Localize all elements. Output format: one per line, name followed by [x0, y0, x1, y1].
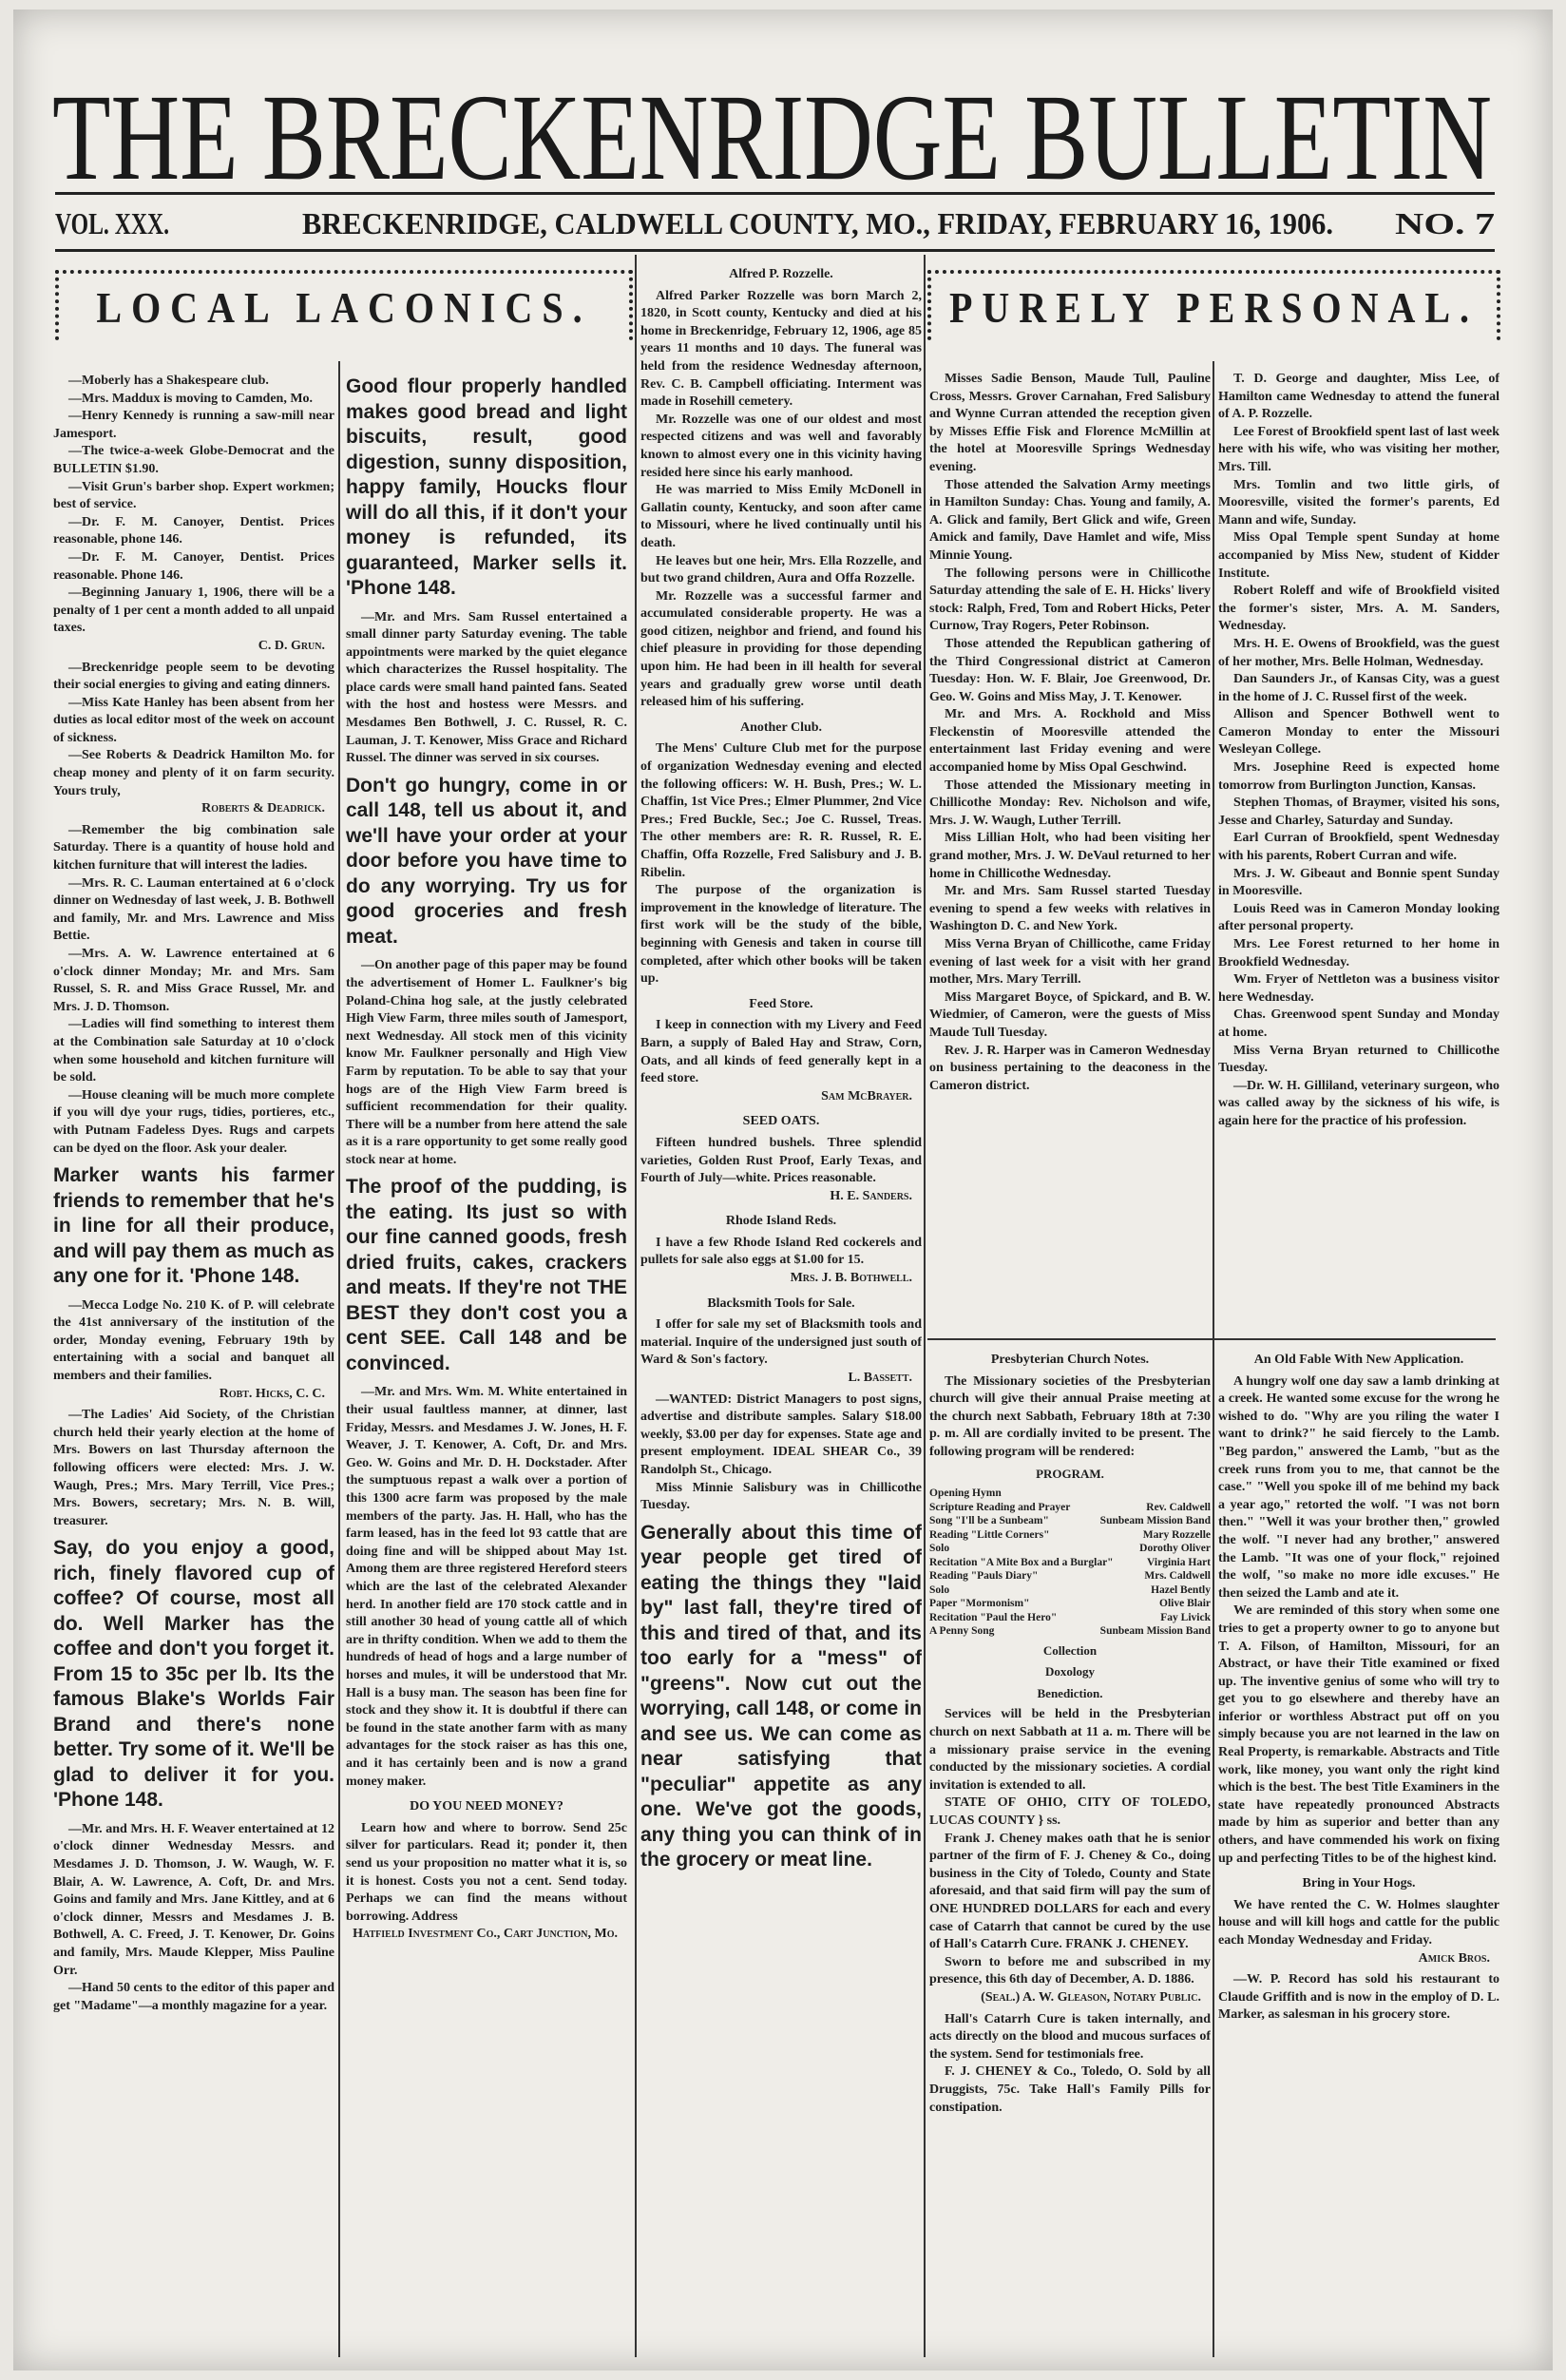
program-performer: Mary Rozzelle	[1142, 1528, 1211, 1541]
article-paragraph: Mrs. J. W. Gibeaut and Bonnie spent Sunday in Mooresville.	[1218, 866, 1499, 899]
article-paragraph: Those attended the Republican gathering of the Third Congressional district at Cameron Tuesday: Hon. W. F. Blair, Joe Greenwood, Dr. Geo. W. Goins and Miss May, J. T. Kenower.	[929, 636, 1211, 704]
article-paragraph: T. D. George and daughter, Miss Lee, of Hamilton came Wednesday to attend the funeral of A. P. Rozzelle.	[1218, 372, 1499, 422]
article-paragraph: We have rented the C. W. Holmes slaughter house and will kill hogs and cattle for the public each Monday Wednesday and Friday.	[1218, 1897, 1499, 1948]
article-paragraph: Alfred Parker Rozzelle was born March 2, 1820, in Scott county, Kentucky and died at his home in Breckenridge, February 12, 1906, age 85 years 11 months and 10 days. The funeral was held from the residence Wednesday afternoon, Rev. C. B. Campbell officiating. Interment was made in Rosehill cemetery.	[640, 288, 922, 410]
column-center	[640, 259, 922, 2359]
article-paragraph: —Mr. and Mrs. Sam Russel entertained a small dinner party Saturday evening. The table appointments were marked by the quiet elegance which characterizes the Russel hospitality. The place cards were small hand painted fans. Seated with the host and hostess were Messrs. and Mesdames Ben Bothwell, J. C. Russel, R. C. Lauman, J. T. Kenower, Miss Grace and Richard Russel. The dinner was served in six courses.	[346, 609, 627, 766]
volume-number: VOL. XXX.	[55, 206, 169, 240]
program-performer: Rev. Caldwell	[1146, 1501, 1211, 1513]
program-performer: Hazel Bently	[1151, 1583, 1211, 1596]
article-paragraph: Those attended the Salvation Army meetings in Hamilton Sunday: Chas. Young and family, A. A. Glick and family, Bert Glick and wife, Green Amick and family, Dave Hamlet and wife, Miss Minnie Young.	[929, 477, 1211, 563]
article-signature: L. Bassett.	[848, 1371, 912, 1386]
article-paragraph: —Dr. F. M. Canoyer, Dentist. Prices reasonable. Phone 146.	[53, 549, 334, 583]
column-personal-1	[929, 371, 1211, 1333]
column-local-2	[346, 369, 627, 2359]
article-paragraph: Miss Margaret Boyce, of Spickard, and B. W. Wiedmier, of Cameron, were the guests of Miss Maude Tull Tuesday.	[929, 989, 1211, 1040]
article-paragraph: I keep in connection with my Livery and Feed Barn, a supply of Baled Hay and Straw, Corn, Oats, and all kinds of feed generally kept in a feed store.	[640, 1018, 922, 1086]
article-paragraph: Mr. Rozzelle was one of our oldest and most respected citizens and was well and favorably known to almost every one in this vicinity having resided here since his early manhood.	[640, 412, 922, 480]
program-item	[929, 1597, 1211, 1611]
article-paragraph: Mrs. Tomlin and two little girls, of Mooresville, visited the former's parents, Ed Mann and wife, Sunday.	[1218, 477, 1499, 528]
article-paragraph: Allison and Spencer Bothwell went to Cameron Monday to enter the Missouri Wesleyan College.	[1218, 707, 1499, 758]
program-line: Doxology	[1045, 1664, 1095, 1679]
article-paragraph: Chas. Greenwood spent Sunday and Monday at home.	[1218, 1008, 1499, 1040]
article-heading: An Old Fable With New Application.	[1253, 1353, 1464, 1367]
article-paragraph: Frank J. Cheney makes oath that he is senior partner of the firm of F. J. Cheney & Co., doing business in the City of Toledo, County and State aforesaid, and that said firm will pay the sum of ONE HUNDRED DOLLARS for each and every case of Catarrh that cannot be cured by the use of Hall's Catarrh Cure. FRANK J. CHENEY.	[929, 1831, 1211, 1952]
article-paragraph: Miss Verna Bryan of Chillicothe, came Friday evening of last week for a visit with her grand mother, Mrs. Mary Terrill.	[929, 937, 1211, 988]
program-line: Collection	[1042, 1642, 1098, 1658]
dateline	[55, 202, 1495, 243]
article-paragraph: He leaves but one heir, Mrs. Ella Rozzelle, and but two grand children, Aura and Offa Rozzelle.	[640, 553, 922, 586]
article-paragraph: Miss Verna Bryan returned to Chillicothe Tuesday.	[1218, 1043, 1499, 1076]
article-paragraph: —Ladies will find something to interest them at the Combination sale Saturday at 10 o'clock when some household and kitchen furniture will be sold.	[53, 1017, 334, 1085]
article-heading: Alfred P. Rozzelle.	[729, 267, 833, 281]
purely-personal-header	[927, 270, 1500, 340]
advertisement: Marker wants his farmer friends to remember that he's in line for all their produce, and will pay them as much as any one for it. 'Phone 148.	[53, 1164, 334, 1288]
article-paragraph: Miss Lillian Holt, who had been visiting her grand mother, Mrs. J. W. DeVaul returned to her home in Chillicothe Wednesday.	[929, 831, 1211, 881]
article-heading: Feed Store.	[749, 996, 813, 1011]
article-signature: (Seal.) A. W. Gleason, Notary Public.	[981, 1989, 1201, 2005]
place-and-date: BRECKENRIDGE, CALDWELL COUNTY, MO., FRIDAY, FEBRUARY 16, 1906.	[302, 206, 1333, 240]
masthead-rule-top	[55, 192, 1495, 195]
article-paragraph: —Beginning January 1, 1906, there will be a penalty of 1 per cent a month added to all unpaid taxes.	[53, 585, 334, 636]
column-personal-2	[1218, 371, 1499, 1333]
article-paragraph: STATE OF OHIO, CITY OF TOLEDO, LUCAS COUNTY } ss.	[929, 1795, 1211, 1828]
article-heading: Rhode Island Reds.	[725, 1214, 837, 1229]
advertisement: The proof of the pudding, is the eating. Its just so with our fine canned goods, fresh dried fruits, cakes, crackers and meats. If they're not THE BEST they don't cost you a cent SEE. Call 148 and be convinced.	[346, 1176, 627, 1374]
article-paragraph: —Mrs. R. C. Lauman entertained at 6 o'clock dinner on Wednesday of last week, J. B. Bothwell and family, Mr. and Mrs. Lawrence and Miss Bettie.	[53, 875, 334, 944]
article-paragraph: The Mens' Culture Club met for the purpose of organization Wednesday evening and elected the following officers: W. H. Bush, Pres.; W. L. Chaffin, 1st Vice Pres.; Elmer Plummer, 2nd Vice Pres.; Fred Buckle, Sec.; Joe C. Russel, Treas. The other members are: R. R. Russel, R. E. Chaffin, Offa Rozzelle, Fred Salisbury and J. B. Ribelin.	[640, 741, 922, 880]
article-paragraph: Miss Opal Temple spent Sunday at home accompanied by Miss New, student of Kidder Institute.	[1218, 530, 1499, 581]
article-paragraph: —Moberly has a Shakespeare club.	[68, 374, 269, 388]
article-paragraph: Robert Roleff and wife of Brookfield visited the former's sister, Mrs. A. M. Sanders, Wednesday.	[1218, 584, 1499, 634]
program-part: Recitation "Paul the Hero"	[929, 1611, 1058, 1623]
article-paragraph: Mr. and Mrs. A. Rockhold and Miss Fleckenstin of Mooresville attended the entertainment last Friday evening and were accompanied home by Miss Opal Geschwind.	[929, 707, 1211, 776]
article-heading: Bring in Your Hogs.	[1302, 1876, 1416, 1891]
article-paragraph: Those attended the Missionary meeting in Chillicothe Monday: Rev. Nicholson and wife, Mrs. J. W. Waugh, Luther Terrill.	[929, 777, 1211, 828]
article-signature: Sam McBrayer.	[821, 1088, 912, 1104]
article-paragraph: Louis Reed was in Cameron Monday looking after personal property.	[1218, 901, 1499, 934]
program-part: Reading "Pauls Diary"	[929, 1570, 1039, 1583]
purely-personal-title: PURELY PERSONAL.	[948, 282, 1480, 332]
article-paragraph: —Henry Kennedy is running a saw-mill near Jamesport.	[53, 409, 334, 441]
dateline-rule	[55, 249, 1495, 252]
program-line: PROGRAM.	[1036, 1466, 1104, 1481]
section-rule	[927, 1338, 1496, 1340]
program-performer: Fay Livick	[1160, 1611, 1211, 1623]
article-paragraph: —Miss Kate Hanley has been absent from her duties as local editor most of the week on account of sickness.	[53, 695, 334, 745]
article-signature: Roberts & Deadrick.	[201, 801, 325, 816]
article-paragraph: Learn how and where to borrow. Send 25c silver for particulars. Read it; ponder it, then send us your proposition no matter what it is, so it is honest. Costs you not a cent. Send today. Perhaps we can find the means without borrowing. Address	[346, 1820, 627, 1924]
article-paragraph: The Missionary societies of the Presbyterian church will give their annual Praise meeting at the church next Sabbath, February 18th at 7:30 p. m. All are cordially invited to be present. The following program will be rendered:	[929, 1373, 1211, 1459]
article-heading: Presbyterian Church Notes.	[990, 1353, 1150, 1367]
article-heading: Blacksmith Tools for Sale.	[707, 1296, 855, 1311]
article-paragraph: —See Roberts & Deadrick Hamilton Mo. for cheap money and plenty of it on farm security. Yours truly,	[53, 748, 334, 798]
article-paragraph: We are reminded of this story when some one tries to get a property owner to go to anyone but T. A. Filson, of Hamilton, Missouri, for an Abstract, or have their Title examined or fixed up. The inventive genius of some who will try to get you to go elsewhere and thereby have an inferior or worthless Abstract put off on you simply because you are not learned in the law on Real Property, is remarkable. Abstracts and Title work, like money, you want only the right kind which is the best. The best Title Examiners in the state have repeatedly pronounced Abstracts made by him as superior and better than any others, and have commended his work on fixing up and perfecting Titles to be of the highest kind.	[1218, 1603, 1499, 1866]
article-paragraph: He was married to Miss Emily McDonell in Gallatin county, Kentucky, and soon after came to Missouri, where he lived continually until his death.	[640, 483, 922, 550]
article-paragraph: Fifteen hundred bushels. Three splendid varieties, Golden Rust Proof, Early Texas, and Fourth of July—white. Prices reasonable.	[640, 1135, 922, 1186]
article-paragraph: —Dr. W. H. Gilliland, veterinary surgeon, who was called away by the sickness of his wife, is again here for the practice of his profession.	[1218, 1078, 1499, 1128]
advertisement: Say, do you enjoy a good, rich, finely flavored cup of coffee? Of course, most all do. Well Marker has the coffee and don't you forget it. From 15 to 35c per lb. Its the famous Blake's Worlds Fair Brand and there's none better. Try some of it. We'll be glad to deliver it for you. 'Phone 148.	[53, 1537, 334, 1812]
masthead-title	[52, 84, 1497, 188]
program-item	[929, 1514, 1211, 1528]
advertisement: Generally about this time of year people get tired of eating the things they "laid by" last fall, they're tired of this and tired of that, and its too early for a "mess" of "greens". Now cut out the worrying, call 148, or come in and see us. We can come as near satisfying that "peculiar" appetite as any one. We've got the goods, any thing you can think of in the grocery or meat line.	[640, 1521, 922, 1871]
article-paragraph: Wm. Fryer of Nettleton was a business visitor here Wednesday.	[1218, 972, 1499, 1005]
program-item	[929, 1611, 1211, 1625]
program-performer: Mrs. Caldwell	[1144, 1570, 1211, 1583]
article-paragraph: —On another page of this paper may be found the advertisement of Homer L. Faulkner's big Poland-China hog sale, at the justly celebrated High View Farm, three miles south of Jamesport, next Wednesday. All stock men of this vicinity know Mr. Faulkner personally and High View Farm by reputation. To be able to say that your hogs are of the High View Farm breed is sufficient recommendation for their quality. There will be a number from here attend the sale as it is a rare opportunity to get some really good stock near at home.	[346, 958, 627, 1167]
article-paragraph: Sworn to before me and subscribed in my presence, this 6th day of December, A. D. 1886.	[929, 1954, 1211, 1987]
article-paragraph: Mrs. Lee Forest returned to her home in Brookfield Wednesday.	[1218, 937, 1499, 969]
article-paragraph: Lee Forest of Brookfield spent last of last week here with his wife, who was visiting her mother, Mrs. Till.	[1218, 424, 1499, 474]
article-paragraph: Mr. Rozzelle was a successful farmer and accumulated considerable property. He was a good citizen, neighbor and friend, and found his chief pleasure in providing for those depending upon him. He had been in ill health for several years and gradually grew worse until death released him of his suffering.	[640, 588, 922, 710]
article-paragraph: Services will be held in the Presbyterian church on next Sabbath at 11 a. m. There will be a missionary praise service in the evening conducted by the missionary societies. A cordial invitation is extended to all.	[929, 1707, 1211, 1793]
article-paragraph: The purpose of the organization is improvement in the knowledge of literature. The first work will be the study of the bible, beginning with Genesis and taken in course till completed, after which other books will be taken up.	[640, 883, 922, 987]
program-performer: Virginia Hart	[1147, 1556, 1211, 1568]
article-paragraph: Mrs. Josephine Reed is expected home tomorrow from Burlington Junction, Kansas.	[1218, 760, 1499, 793]
article-paragraph: —Mrs. A. W. Lawrence entertained at 6 o'clock dinner Monday; Mr. and Mrs. Sam Russel, S. R. and Miss Grace Russel, Mr. and Mrs. J. D. Thomson.	[53, 947, 334, 1014]
issue-number: NO. 7	[1395, 206, 1495, 240]
article-paragraph: —Mr. and Mrs. H. F. Weaver entertained at 12 o'clock dinner Wednesday Messrs. and Mesdames J. D. Thomson, J. W. Waugh, W. F. Blair, A. W. Lawrence, A. Coft, Dr. and Mrs. Goins and family and Mrs. Jane Kittley, and at 6 o'clock dinner, Messrs and Mesdames J. B. Bothwell, A. C. Freed, J. T. Kenower, Dr. Goins and family, Mrs. Maude Klepper, Miss Pauline Orr.	[53, 1821, 334, 1978]
column-rule	[338, 361, 340, 2357]
article-paragraph: Earl Curran of Brookfield, spent Wednesday with his parents, Robert Curran and wife.	[1218, 831, 1499, 864]
article-heading: Another Club.	[739, 720, 823, 735]
article-paragraph: Rev. J. R. Harper was in Cameron Wednesday on business pertaining to the deaconess in the Cameron district.	[929, 1043, 1211, 1093]
article-paragraph: —Breckenridge people seem to be devoting their social energies to giving and eating dinners.	[53, 660, 334, 693]
article-heading: DO YOU NEED MONEY?	[410, 1799, 563, 1814]
article-paragraph: I offer for sale my set of Blacksmith tools and material. Inquire of the undersigned just south of Ward & Son's factory.	[640, 1317, 922, 1368]
article-paragraph: Stephen Thomas, of Braymer, visited his sons, Jesse and Charley, Saturday and Sunday.	[1218, 796, 1499, 828]
article-heading: SEED OATS.	[742, 1114, 820, 1129]
article-paragraph: Hall's Catarrh Cure is taken internally, and acts directly on the blood and mucous surfaces of the system. Send for testimonials free.	[929, 2011, 1211, 2062]
article-paragraph: —The twice-a-week Globe-Democrat and the BULLETIN $1.90.	[53, 444, 334, 476]
program-performer: Sunbeam Mission Band	[1099, 1625, 1211, 1638]
program-performer: Dorothy Oliver	[1139, 1543, 1211, 1555]
article-signature: Mrs. J. B. Bothwell.	[790, 1271, 912, 1286]
program-part: Opening Hymn	[929, 1488, 1002, 1500]
article-paragraph: —Mecca Lodge No. 210 K. of P. will celebrate the 41st anniversary of the institution of the order, Monday evening, February 19th by entertaining with a social and banquet all members and their families.	[53, 1297, 334, 1383]
article-signature: C. D. Grun.	[258, 638, 325, 653]
column-fable	[1218, 1344, 1499, 2359]
article-paragraph: A hungry wolf one day saw a lamb drinking at a creek. He wanted some excuse for the wrong he wished to do. "Why are you riling the water I want to drink?" he said fiercely to the Lamb. "Beg pardon," answered the Lamb, "but as the creek runs from you to me, that cannot be the case." "Well you spoke ill of me behind my back a year ago," retorted the wolf. "I was not born then." "Well it was your brother then," growled the wolf. "I never had any brother," answered the Lamb. "It was one of your flock," rejoined the wolf, "so make no more idle excuses." He then seized the Lamb and ate it.	[1218, 1373, 1499, 1601]
program-part: Reading "Little Corners"	[929, 1528, 1050, 1541]
program-item	[929, 1487, 1211, 1501]
program-performer: Olive Blair	[1159, 1598, 1211, 1610]
program-performer: Sunbeam Mission Band	[1099, 1515, 1211, 1527]
program-item	[929, 1624, 1211, 1639]
column-rule	[635, 255, 637, 2357]
column-rule	[924, 255, 926, 2357]
article-paragraph: —WANTED: District Managers to post signs, advertise and distribute samples. Salary $18.00 weekly, $3.00 per day for expenses. State age and present employment. IDEAL SHEAR Co., 39 Randolph St., Chicago.	[640, 1392, 922, 1477]
local-laconics-header	[55, 270, 633, 340]
article-paragraph: —Mr. and Mrs. Wm. M. White entertained in their usual faultless manner, at dinner, last Friday, Messrs. and Mesdames J. W. Jones, H. F. Weaver, J. T. Kenower, A. Coft, Dr. and Mrs. Geo. W. Goins and Mr. D. H. Dockstader. After the sumptuous repast a walk over a portion of this 1300 acre farm was proposed by the male members of the party. Jas. H. Hall, who has the farm leased, has in the feed lot 93 cattle that are doing fine and will be shipped about May 1st. Among them are three registered Hereford steers which are the last of the celebrated Alexander herd. In another field are 170 stock cattle and in still another 30 head of young cattle all of which are in thrifty condition. When we add to them the hundreds of head of hogs and a large number of horses and mules, it will be understood that Mr. Hall is a busy man. The season has been fine for stock and they show it. It is doubtful if there can be found in the state another farm with as many advantages for the stock raiser as has this one, and it has certainly been and is now a grand money maker.	[346, 1385, 627, 1789]
article-paragraph: —The Ladies' Aid Society, of the Christian church held their yearly election at the home of Mrs. Bowers on last Thursday afternoon the following officers were elected: Mrs. J. W. Waugh, Pres.; Mrs. Mary Terrill, Vice Pres.; Mrs. Bowers, secretary; Mrs. N. B. Will, treasurer.	[53, 1408, 334, 1528]
article-paragraph: —Dr. F. M. Canoyer, Dentist. Prices reasonable, phone 146.	[53, 514, 334, 547]
program-item	[929, 1542, 1211, 1556]
local-laconics-title: LOCAL LACONICS.	[96, 282, 592, 332]
advertisement: Good flour properly handled makes good bread and light biscuits, result, good digestion, sunny disposition, happy family, Houcks flour will do all this, if it don't your money is refunded, its guaranteed, Marker sells it. 'Phone 148.	[346, 375, 627, 599]
program-line: Benediction.	[1037, 1685, 1103, 1700]
program-item	[929, 1501, 1211, 1515]
article-paragraph: I have a few Rhode Island Red cockerels and pullets for sale also eggs at $1.00 for 15.	[640, 1235, 922, 1268]
article-paragraph: Misses Sadie Benson, Maude Tull, Pauline Cross, Messrs. Grover Carnahan, Fred Salisbury and Wynne Curran attended the reception given by Misses Effie Fisk and Florence McMillin at the hotel at Mooresville Springs Wednesday evening.	[929, 372, 1211, 474]
article-paragraph: —House cleaning will be much more complete if you will dye your rugs, tidies, portieres, etc., with Putnam Fadeless Dyes. Rugs and carpets can be dyed on the floor. Ask your dealer.	[53, 1087, 334, 1156]
column-church-notes	[929, 1344, 1211, 2359]
article-signature: Hatfield Investment Co., Cart Junction, Mo.	[353, 1927, 618, 1942]
masthead-title-text: THE BRECKENRIDGE BULLETIN	[52, 84, 1492, 188]
program-part: Solo	[929, 1543, 950, 1555]
article-paragraph: —Remember the big combination sale Saturday. There is a quantity of house hold and kitchen furniture that will interest the ladies.	[53, 822, 334, 873]
program-part: Paper "Mormonism"	[929, 1598, 1030, 1610]
program-item	[929, 1569, 1211, 1583]
column-local-1	[53, 373, 334, 2359]
article-paragraph: Dan Saunders Jr., of Kansas City, was a guest in the home of J. C. Russel first of the week.	[1218, 672, 1499, 704]
program-part: Scripture Reading and Prayer	[929, 1501, 1071, 1513]
program-part: Solo	[929, 1583, 950, 1596]
program-part: Song "I'll be a Sunbeam"	[929, 1515, 1049, 1527]
article-signature: Amick Bros.	[1418, 1950, 1490, 1966]
article-paragraph: —Mrs. Maddux is moving to Camden, Mo.	[68, 391, 314, 406]
program-item	[929, 1583, 1211, 1598]
article-paragraph: Miss Minnie Salisbury was in Chillicothe Tuesday.	[640, 1480, 922, 1513]
program-part: Recitation "A Mite Box and a Burglar"	[929, 1556, 1114, 1568]
article-paragraph: —Visit Grun's barber shop. Expert workmen; best of service.	[53, 479, 334, 512]
article-paragraph: The following persons were in Chillicothe Saturday attending the sale of E. H. Hicks' livery stock: Ralph, Fred, Tom and Robert Hicks, Peter Curnow, Tray Rogers, Peter Robinson.	[929, 566, 1211, 634]
article-paragraph: —Hand 50 cents to the editor of this paper and get "Madame"—a monthly magazine for a year.	[53, 1981, 334, 2013]
article-signature: Robt. Hicks, C. C.	[219, 1386, 325, 1401]
program-item	[929, 1528, 1211, 1543]
advertisement: Don't go hungry, come in or call 148, tell us about it, and we'll have your order at your door before you have time to do any worrying. Try us for good groceries and fresh meat.	[346, 774, 627, 948]
column-rule	[1213, 361, 1214, 2357]
article-signature: H. E. Sanders.	[830, 1188, 912, 1203]
article-paragraph: F. J. CHENEY & Co., Toledo, O. Sold by all Druggists, 75c. Take Hall's Family Pills for constipation.	[929, 2064, 1211, 2115]
article-paragraph: Mr. and Mrs. Sam Russel started Tuesday evening to spend a few weeks with relatives in Washington D. C. and New York.	[929, 884, 1211, 934]
article-paragraph: —W. P. Record has sold his restaurant to Claude Griffith and is now in the employ of D. L. Marker, as salesman in his grocery store.	[1218, 1972, 1499, 2023]
program-item	[929, 1556, 1211, 1570]
article-paragraph: Mrs. H. E. Owens of Brookfield, was the guest of her mother, Mrs. Belle Holman, Wednesday.	[1218, 636, 1499, 669]
program-part: A Penny Song	[929, 1625, 995, 1638]
